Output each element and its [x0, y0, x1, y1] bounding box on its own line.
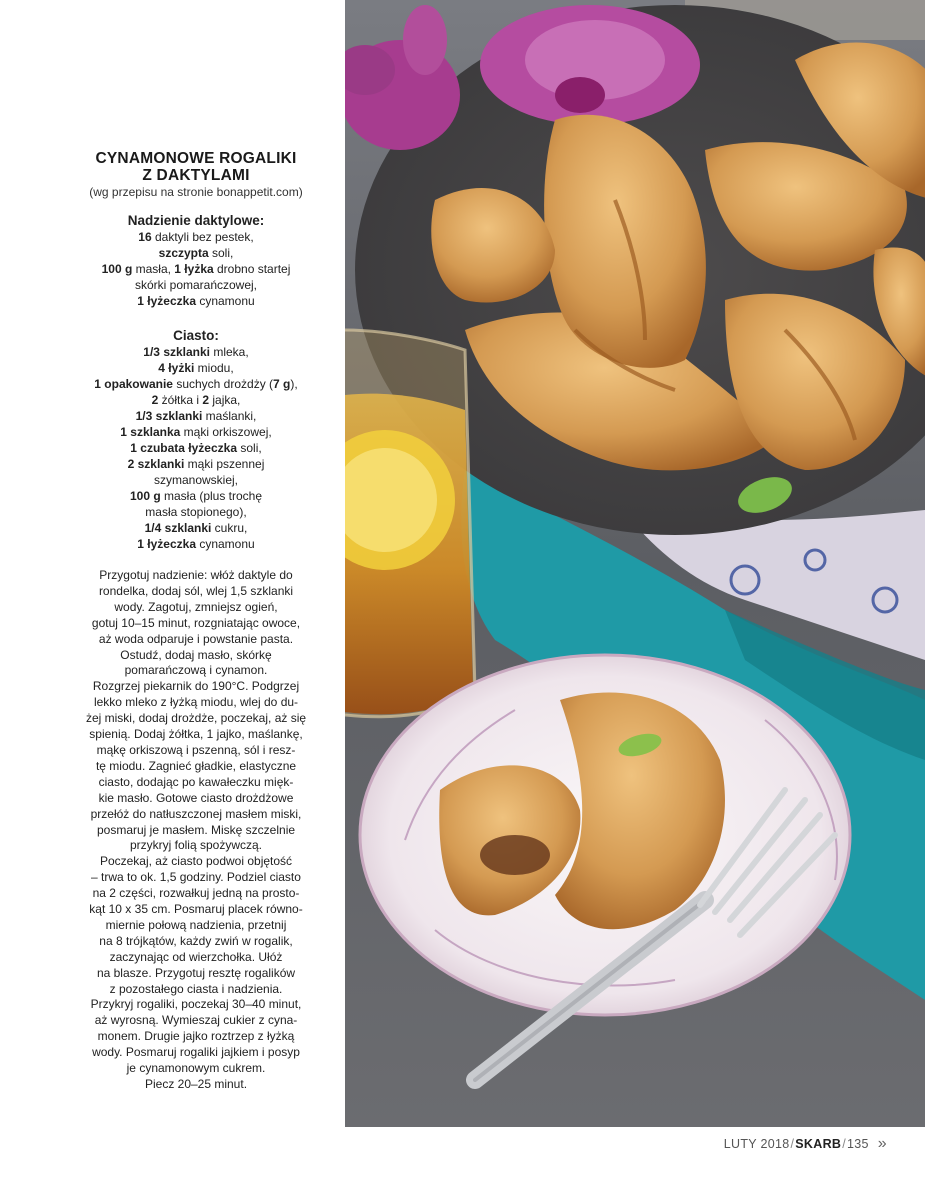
ingredient-line — [62, 520, 330, 536]
ingredient-line — [62, 536, 330, 552]
ingredient-text: masła, — [132, 262, 175, 276]
ingredient-line — [62, 472, 330, 488]
instruction-line: spienią. Dodaj żółtka, 1 jajko, maślankę, — [89, 727, 303, 742]
instruction-line: na blasze. Przygotuj resztę rogalików — [96, 965, 296, 980]
ingredient-text: cukru, — [211, 521, 248, 535]
instruction-line: rondelka, dodaj sól, wlej 1,5 szklanki — [98, 583, 294, 598]
instruction-line: na 8 trójkątów, każdy zwiń w rogalik, — [99, 933, 293, 948]
instruction-line: wody. Posmaruj rogaliki jajkiem i posyp — [92, 1045, 300, 1060]
ingredient-line — [62, 424, 330, 440]
ingredient-text: mąki pszennej — [184, 457, 265, 471]
ingredient-quantity: 100 g — [129, 489, 161, 503]
instruction-line: miernie połową nadzienia, przetnij — [105, 917, 287, 932]
ingredient-line — [62, 392, 330, 408]
dough-ingredients — [62, 344, 330, 552]
instruction-line: przykryj folią spożywczą. — [129, 838, 263, 853]
issue-date: LUTY 2018 — [723, 1137, 790, 1151]
ingredient-line — [62, 344, 330, 360]
ingredient-quantity: 16 — [138, 230, 152, 244]
instruction-line: aż wyrosną. Wymieszaj cukier z cyna- — [94, 1013, 298, 1028]
instruction-line: mąkę orkiszową i pszenną, sól i resz- — [96, 742, 296, 757]
page-number: 135 — [847, 1137, 869, 1151]
dough-heading: Ciasto: — [173, 328, 219, 343]
ingredient-line — [62, 261, 330, 277]
instruction-line: tę miodu. Zagnieć gładkie, elastyczne — [95, 758, 297, 773]
ingredient-text: drobno startej — [213, 262, 291, 276]
instruction-line: Ostudź, dodaj masło, skórkę — [120, 647, 272, 662]
ingredient-quantity: szczypta — [158, 246, 209, 260]
instruction-line: Poczekaj, aż ciasto podwoi objętość — [99, 854, 293, 869]
instruction-line: pomarańczową i cynamon. — [124, 663, 268, 678]
instruction-line: je cynamonowym cukrem. — [126, 1061, 266, 1076]
ingredient-line — [62, 376, 330, 392]
ingredient-quantity: 1 łyżeczka — [137, 294, 196, 308]
instruction-line: Rozgrzej piekarnik do 190°C. Podgrzej — [92, 679, 300, 694]
instruction-line: przełóż do natłuszczonej masłem miski, — [90, 806, 302, 821]
food-photo — [345, 0, 925, 1127]
ingredient-quantity: 1/4 szklanki — [144, 521, 212, 535]
instruction-line: na 2 części, rozwałkuj jedną na prosto- — [92, 886, 300, 901]
ingredient-quantity: 2 — [151, 393, 159, 407]
recipe-title-line-2: Z DAKTYLAMI — [142, 167, 250, 184]
ingredient-line — [62, 360, 330, 376]
recipe-instructions — [62, 568, 330, 1093]
page-footer — [724, 1135, 887, 1153]
ingredient-quantity: 1 łyżka — [174, 262, 214, 276]
ingredient-line — [62, 293, 330, 309]
ingredient-text: masła stopionego), — [145, 505, 247, 519]
ingredient-text: mleka, — [210, 345, 249, 359]
recipe-title-line-1: CYNAMONOWE ROGALIKI — [95, 150, 297, 167]
ingredient-line — [62, 456, 330, 472]
instruction-line: zaczynając od wierzchołka. Ułóż — [109, 949, 283, 964]
ingredient-quantity: 100 g — [101, 262, 133, 276]
instruction-line: kąt 10 x 35 cm. Posmaruj placek równo- — [89, 902, 303, 917]
ingredient-text: cynamonu — [196, 537, 255, 551]
ingredient-text: skórki pomarańczowej, — [134, 278, 258, 292]
ingredient-text: maślanki, — [202, 409, 257, 423]
instruction-line: – trwa to ok. 1,5 godziny. Podziel ciasto — [91, 870, 301, 885]
instruction-line: wody. Zagotuj, zmniejsz ogień, — [114, 599, 278, 614]
instruction-line: gotuj 10–15 minut, rozgniatając owoce, — [91, 615, 301, 630]
ingredient-text: mąki orkiszowej, — [180, 425, 272, 439]
recipe-source: (wg przepisu na stronie bonappetit.com) — [89, 185, 303, 199]
ingredient-quantity: 1 łyżeczka — [137, 537, 196, 551]
ingredient-line — [62, 504, 330, 520]
ingredient-quantity: 4 łyżki — [158, 361, 195, 375]
ingredient-text: cynamonu — [196, 294, 255, 308]
ingredient-line — [62, 440, 330, 456]
food-photo-croissants-icon — [345, 0, 925, 1127]
ingredient-text: suchych drożdży ( — [172, 377, 274, 391]
ingredient-quantity: 7 g — [273, 377, 291, 391]
instruction-line: Piecz 20–25 minut. — [144, 1077, 248, 1091]
ingredient-quantity: 2 szklanki — [127, 457, 185, 471]
instruction-line: żej miski, dodaj drożdże, poczekaj, aż się — [85, 711, 307, 726]
magazine-name: SKARB — [795, 1137, 842, 1151]
ingredient-line — [62, 408, 330, 424]
instruction-line: aż woda odparuje i powstanie pasta. — [98, 631, 294, 646]
recipe-title — [62, 150, 330, 184]
filling-ingredients — [62, 229, 330, 309]
filling-heading: Nadzienie daktylowe: — [127, 213, 265, 228]
footer-separator: / — [790, 1137, 795, 1151]
instruction-line: Przykryj rogaliki, poczekaj 30–40 minut, — [90, 997, 302, 1012]
ingredient-line — [62, 488, 330, 504]
instruction-line: Przygotuj nadzienie: włóż daktyle do — [99, 568, 293, 582]
instruction-line: monem. Drugie jajko roztrzep z łyżką — [97, 1029, 295, 1044]
instruction-line: z pozostałego ciasta i nadzienia. — [109, 981, 283, 996]
ingredient-quantity: 1 szklanka — [120, 425, 181, 439]
ingredient-quantity: 1 czubata łyżeczka — [130, 441, 238, 455]
ingredient-line — [62, 245, 330, 261]
ingredient-text: żółtka i — [158, 393, 203, 407]
ingredient-text: szymanowskiej, — [153, 473, 239, 487]
ingredient-quantity: 1/3 szklanki — [135, 409, 203, 423]
footer-separator-2: / — [842, 1137, 847, 1151]
ingredient-line — [62, 277, 330, 293]
ingredient-text: jajka, — [209, 393, 241, 407]
next-page-chevron-icon[interactable]: » — [877, 1135, 887, 1152]
ingredient-text: daktyli bez pestek, — [151, 230, 254, 244]
ingredient-text: soli, — [237, 441, 262, 455]
ingredient-text: soli, — [208, 246, 234, 260]
instruction-line: posmaruj je masłem. Miskę szczelnie — [96, 822, 296, 837]
ingredient-text: miodu, — [194, 361, 234, 375]
instruction-line: kie masło. Gotowe ciasto drożdżowe — [98, 790, 294, 805]
instruction-line: lekko mleko z łyżką miodu, wlej do du- — [93, 695, 299, 710]
instruction-line: ciasto, dodając po kawałeczku mięk- — [98, 774, 294, 789]
recipe-column — [62, 150, 330, 1093]
ingredient-text: masła (plus trochę — [160, 489, 263, 503]
ingredient-quantity: 1/3 szklanki — [143, 345, 211, 359]
ingredient-line — [62, 229, 330, 245]
ingredient-text: ), — [290, 377, 298, 391]
ingredient-quantity: 1 opakowanie — [94, 377, 173, 391]
ingredient-quantity: 2 — [202, 393, 210, 407]
